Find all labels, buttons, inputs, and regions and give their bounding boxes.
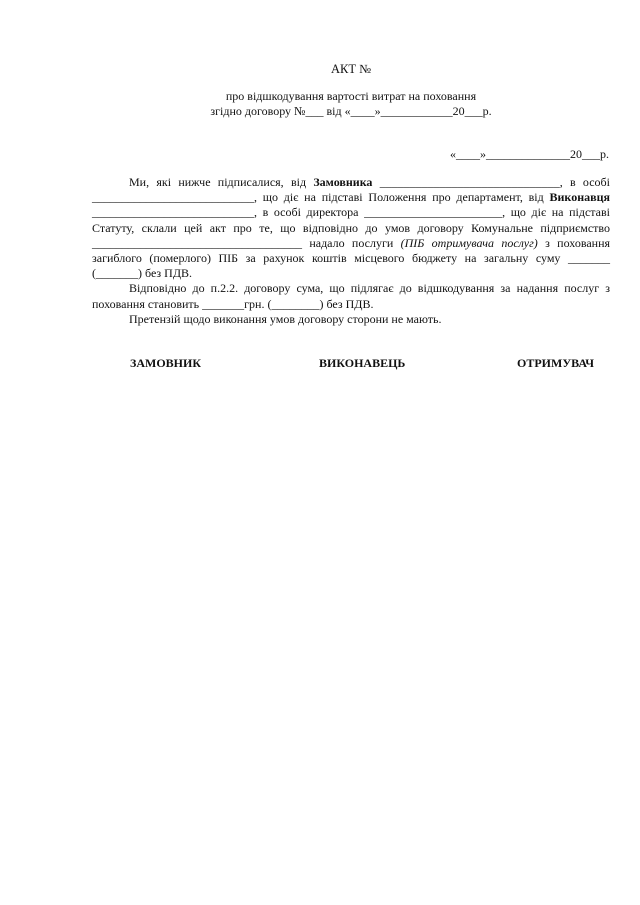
text-segment: ______________________________, в особі ___________________________, що діє на підставі Положення про департамент, від	[92, 175, 610, 205]
text-segment: з поховання загиблого (померлого) ПІБ за рахунок коштів місцевого бюджету на загальну суму _______ (_______) без ПДВ.	[92, 235, 611, 281]
recipient-placeholder: (ПІБ отримувача послуг)	[400, 235, 538, 250]
date-line: «____»______________20___р.	[450, 147, 609, 161]
customer-label: Замовника	[313, 175, 373, 189]
text-segment: ___________________________, в особі директора _______________________, що діє на підставі Статуту, склали цей акт про те, що відповідно до умов договору Комунальне підприємство ___________________________________ надало послуги	[92, 205, 610, 250]
contractor-label: Виконавця	[549, 190, 610, 205]
text-segment: Ми, які нижче підписалися, від	[129, 175, 314, 189]
signature-contractor: ВИКОНАВЕЦЬ	[319, 356, 406, 370]
paragraph-no-claims: Претензій щодо виконання умов договору сторони не мають.	[129, 311, 442, 326]
document-title: АКТ №	[330, 62, 372, 76]
signature-customer: ЗАМОВНИК	[130, 356, 202, 370]
contract-reference: згідно договору №___ від «____»____________20___р.	[210, 104, 492, 118]
document-subtitle: про відшкодування вартості витрат на поховання	[225, 89, 477, 103]
paragraph-reimbursement: Відповідно до п.2.2. договору сума, що підлягає до відшкодування за надання послуг з поховання становить _______грн. (________) без ПДВ.	[92, 281, 610, 311]
act-body	[92, 175, 610, 327]
signature-recipient: ОТРИМУВАЧ	[517, 356, 595, 370]
paragraph-parties	[92, 175, 610, 281]
